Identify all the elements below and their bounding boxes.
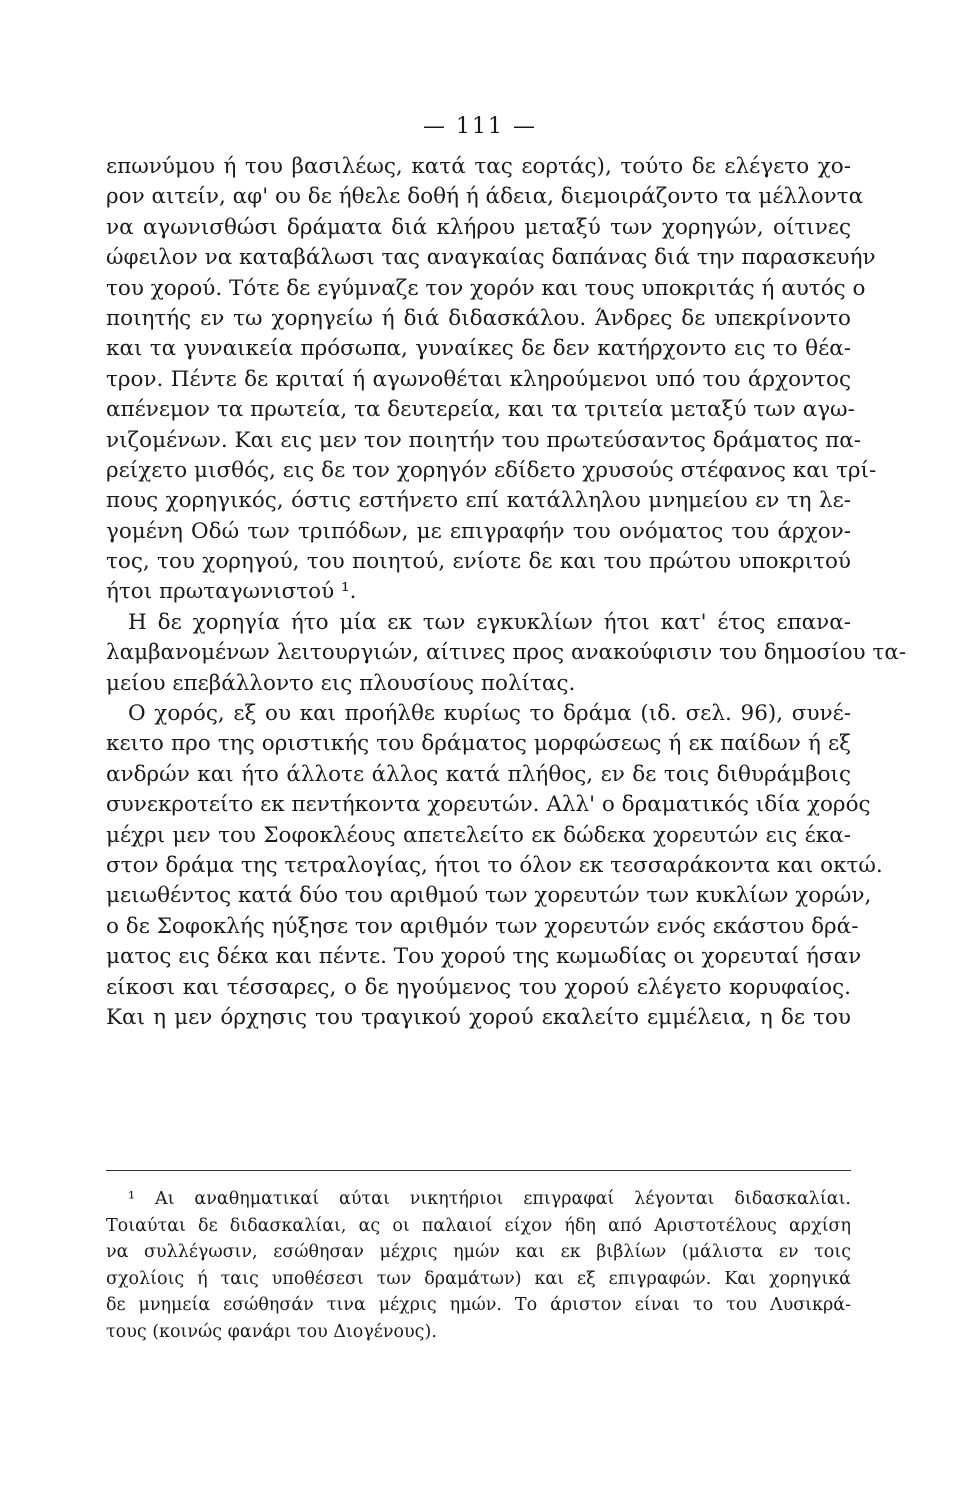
text-line: να αγωνισθώσι δράματα διά κλήρου μεταξύ των χορηγών, οίτινες: [106, 214, 851, 240]
text-line: ρον αιτείν, αφ' ου δε ήθελε δοθή ή άδεια, διεμοιράζοντο τα μέλλοντα: [106, 184, 864, 210]
text-line: επωνύμου ή του βασιλέως, κατά τας εορτάς), τούτο δε ελέγετο χο-: [106, 154, 851, 179]
text-line: νιζομένων. Και εις μεν τον ποιητήν του πρωτεύσαντος δράματος πα-: [106, 427, 862, 453]
text-line: πους χορηγικός, όστις εστήνετο επί κατάλληλου μνημείου εν τη λε-: [106, 488, 851, 514]
footnotes: [106, 1186, 851, 1345]
footnote-line: Τοιαύται δε διδασκαλίαι, ας οι παλαιοί είχον ήδη από Αριστοτέλους αρχίση: [106, 1215, 851, 1236]
text-line: τος, του χορηγού, του ποιητού, ενίοτε δε και του πρώτου υποκριτού: [106, 549, 851, 575]
main-text: [106, 152, 907, 1033]
text-line: μέχρι μεν του Σοφοκλέους απετελείτο εκ δώδεκα χορευτών εις έκα-: [106, 822, 851, 848]
text-line: Και η μεν όρχησις του τραγικού χορού εκαλείτο εμμέλεια, η δε του: [106, 1004, 851, 1030]
text-line: ματος εις δέκα και πέντε. Του χορού της κωμωδίας οι χορευταί ήσαν: [106, 944, 862, 970]
footnote-line: ¹ Αι αναθηματικαί αύται νικητήριοι επιγραφαί λέγονται διδασκαλίαι.: [128, 1189, 851, 1209]
text-line: ήτοι πρωταγωνιστού ¹.: [106, 579, 357, 605]
text-line: μείου επεβάλλοντο εις πλουσίους πολίτας.: [106, 670, 576, 696]
text-line: ανδρών και ήτο άλλοτε άλλος κατά πλήθος, εν δε τοις διθυράμβοις: [106, 761, 851, 787]
text-line: συνεκροτείτο εκ πεντήκοντα χορευτών. Αλλ' ο δραματικός ιδία χορός: [106, 792, 871, 818]
text-line: απένεμον τα πρωτεία, τα δευτερεία, και τα τριτεία μεταξύ των αγω-: [106, 397, 855, 423]
text-line: είκοσι και τέσσαρες, ο δε ηγούμενος του χορού ελέγετο κορυφαίος.: [106, 974, 851, 1000]
text-line: κειτο προ της οριστικής του δράματος μορφώσεως ή εκ παίδων ή εξ: [106, 731, 851, 757]
paragraph-start-line: Η δε χορηγία ήτο μία εκ των εγκυκλίων ήτοι κατ' έτος επανα-: [128, 609, 851, 635]
text-line: στον δράμα της τετραλογίας, ήτοι το όλον εκ τεσσαράκοντα και οκτώ.: [106, 852, 883, 878]
text-line: γομένη Οδώ των τριπόδων, με επιγραφήν του ονόματος του άρχον-: [106, 518, 851, 544]
text-line: και τα γυναικεία πρόσωπα, γυναίκες δε δεν κατήρχοντο εις το θέα-: [106, 336, 851, 362]
text-line: ο δε Σοφοκλής ηύξησε τον αριθμόν των χορευτών ενός εκάστου δρά-: [106, 913, 859, 939]
footnote-line: δε μνημεία εσώθησάν τινα μέχρις ημών. Το άριστον είναι το του Λυσικρά-: [106, 1295, 851, 1315]
page-number: — 111 —: [423, 114, 537, 139]
text-line: ποιητής εν τω χορηγείω ή διά διδασκάλου. Άνδρες δε υπεκρίνοντο: [106, 305, 851, 331]
footnote-divider: [106, 1170, 851, 1171]
text-line: τρον. Πέντε δε κριταί ή αγωνοθέται κληρούμενοι υπό του άρχοντος: [106, 366, 851, 392]
paragraph-start-line: Ο χορός, εξ ου και προήλθε κυρίως το δράμα (ιδ. σελ. 96), συνέ-: [128, 701, 851, 727]
footnote-line: τους (κοινώς φανάρι του Διογένους).: [106, 1321, 437, 1342]
footnote-line: σχολίοις ή ταις υποθέσεσι των δραμάτων) και εξ επιγραφών. Και χορηγικά: [106, 1268, 851, 1289]
text-line: μειωθέντος κατά δύο του αριθμού των χορευτών των κυκλίων χορών,: [106, 883, 872, 909]
footnote-line: να συλλέγωσιν, εσώθησαν μέχρις ημών και εκ βιβλίων (μάλιστα εν τοις: [106, 1242, 851, 1262]
text-line: του χορού. Τότε δε εγύμναζε τον χορόν και τους υποκριτάς ή αυτός ο: [106, 275, 866, 301]
text-line: ρείχετο μισθός, εις δε τον χορηγόν εδίδετο χρυσούς στέφανος και τρί-: [106, 457, 877, 483]
text-line: ώφειλον να καταβάλωσι τας αναγκαίας δαπάνας διά την παρασκευήν: [106, 245, 876, 271]
text-line: λαμβανομένων λειτουργιών, αίτινες προς ανακούφισιν του δημοσίου τα-: [106, 640, 907, 666]
